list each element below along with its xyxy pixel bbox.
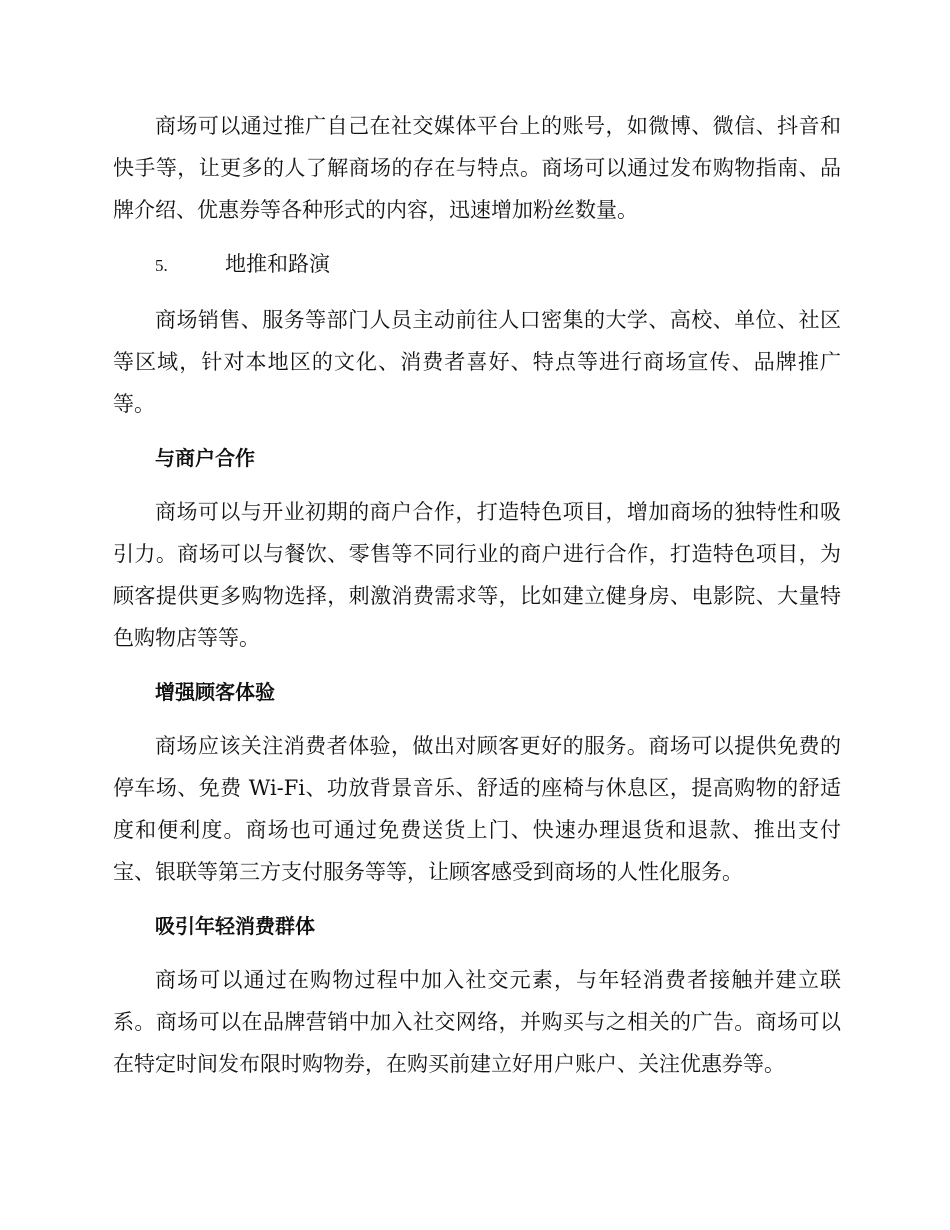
list-item-ground-promotion bbox=[113, 243, 841, 287]
paragraph-social-media: 商场可以通过推广自己在社交媒体平台上的账号，如微博、微信、抖音和快手等，让更多的人了解商场的存在与特点。商场可以通过发布购物指南、品牌介绍、优惠券等各种形式的内容，迅速增加粉丝数量。 bbox=[113, 114, 841, 222]
heading-customer-experience: 增强顾客体验 bbox=[155, 680, 275, 704]
heading-merchant-cooperation: 与商户合作 bbox=[155, 446, 255, 470]
list-item-text: 地推和路演 bbox=[225, 252, 330, 276]
paragraph-ground-promotion: 商场销售、服务等部门人员主动前往人口密集的大学、高校、单位、社区等区域，针对本地区的文化、消费者喜好、特点等进行商场宣传、品牌推广等。 bbox=[113, 308, 841, 416]
paragraph-young-consumers: 商场可以通过在购物过程中加入社交元素，与年轻消费者接触并建立联系。商场可以在品牌营销中加入社交网络，并购买与之相关的广告。商场可以在特定时间发布限时购物券，在购买前建立好用户账户、关注优惠券等。 bbox=[113, 968, 841, 1076]
document-body bbox=[113, 105, 841, 1097]
paragraph-merchant-cooperation: 商场可以与开业初期的商户合作，打造特色项目，增加商场的独特性和吸引力。商场可以与餐饮、零售等不同行业的商户进行合作，打造特色项目，为顾客提供更多购物选择，刺激消费需求等，比如建立健身房、电影院、大量特色购物店等等。 bbox=[113, 500, 841, 650]
paragraph-customer-experience: 商场应该关注消费者体验，做出对顾客更好的服务。商场可以提供免费的停车场、免费 Wi-Fi、功放背景音乐、舒适的座椅与休息区，提高购物的舒适度和便利度。商场也可通过免费送货上门、快速办理退货和退款、推出支付宝、银联等第三方支付服务等等，让顾客感受到商场的人性化服务。 bbox=[113, 734, 841, 884]
list-item-number: 5. bbox=[155, 256, 168, 275]
heading-young-consumers: 吸引年轻消费群体 bbox=[155, 914, 315, 938]
